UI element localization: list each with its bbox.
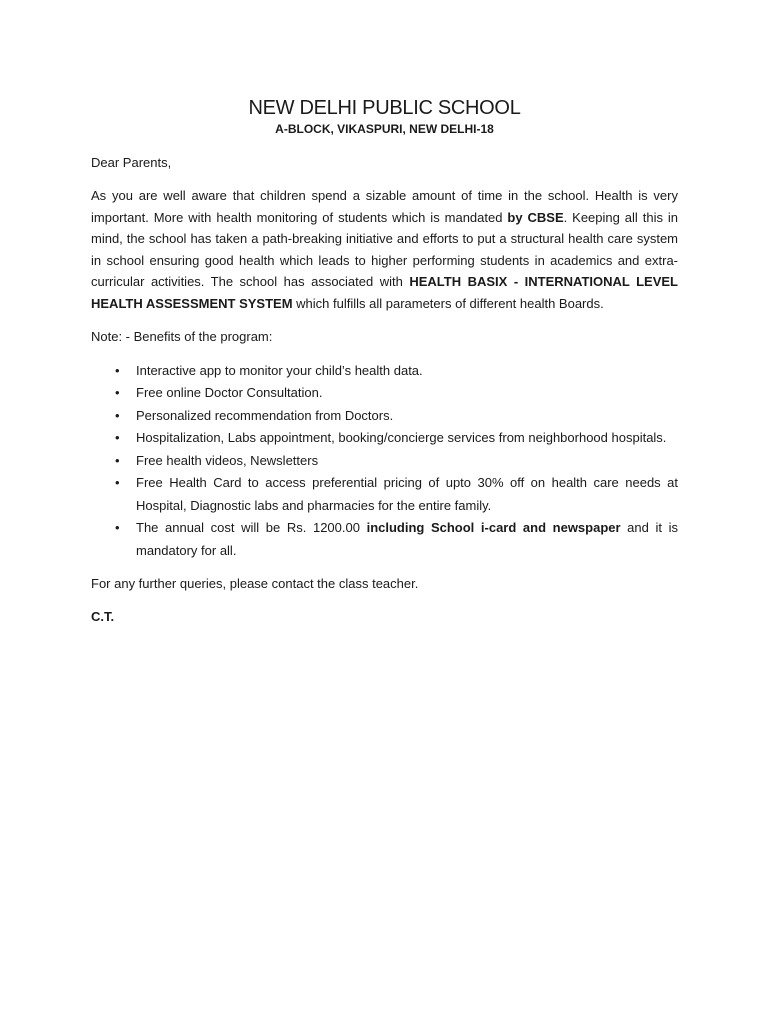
body-paragraph	[91, 185, 678, 315]
body-text-2: . Keeping all this in mind, the school has taken a path-breaking initiative and efforts to put a structural health care system in school ensuring good health which leads to higher performing students in academics and extra-curricular activities. The school has associated with	[91, 209, 679, 290]
benefit-item	[91, 405, 678, 428]
benefit-item-cost	[91, 517, 678, 562]
benefit-text: Free online Doctor Consultation.	[136, 385, 323, 401]
benefit-text: Free health videos, Newsletters	[136, 452, 319, 468]
cost-text-pre: The annual cost will be Rs. 1200.00	[136, 520, 367, 536]
body-bold-cbse: by CBSE	[507, 209, 564, 225]
benefit-item	[91, 427, 678, 450]
benefits-list	[91, 360, 678, 563]
bullet-icon: •	[115, 452, 120, 468]
bullet-icon: •	[115, 407, 120, 423]
body-text-3: which fulfills all parameters of different health Boards.	[292, 295, 604, 311]
benefit-text: Hospitalization, Labs appointment, booking/concierge services from neighborhood hospitals.	[136, 430, 667, 446]
letter-page	[91, 96, 678, 627]
bullet-icon: •	[115, 475, 120, 491]
benefit-text: Free Health Card to access preferential pricing of upto 30% off on health care needs at Hospital, Diagnostic labs and pharmacies for the entire family.	[136, 475, 678, 513]
bullet-icon: •	[115, 362, 120, 378]
closing-line: For any further queries, please contact the class teacher.	[91, 576, 419, 592]
benefit-text: Personalized recommendation from Doctors.	[136, 407, 394, 423]
salutation: Dear Parents,	[91, 155, 172, 170]
school-address: A-BLOCK, VIKASPURI, NEW DELHI-18	[275, 122, 494, 136]
body-text-1: As you are well aware that children spend a sizable amount of time in the school. Health is very important. More with health monitoring of students which is mandated	[91, 188, 678, 225]
benefit-item	[91, 382, 678, 405]
benefit-text: Interactive app to monitor your child’s health data.	[136, 362, 423, 378]
body-bold-health-basix: HEALTH BASIX - INTERNATIONAL LEVEL HEALTH ASSESSMENT SYSTEM	[91, 274, 678, 311]
bullet-icon: •	[115, 430, 120, 446]
benefits-note: Note: - Benefits of the program:	[91, 328, 273, 344]
signoff: C.T.	[91, 609, 115, 625]
cost-text-bold: including School i-card and newspaper	[366, 520, 621, 536]
benefit-item	[91, 472, 678, 517]
school-name-title: NEW DELHI PUBLIC SCHOOL	[248, 97, 521, 119]
bullet-icon: •	[115, 520, 120, 536]
bullet-icon: •	[115, 385, 120, 401]
cost-text-post: and it is mandatory for all.	[136, 520, 678, 558]
benefit-item	[91, 450, 678, 473]
benefit-item	[91, 360, 678, 383]
